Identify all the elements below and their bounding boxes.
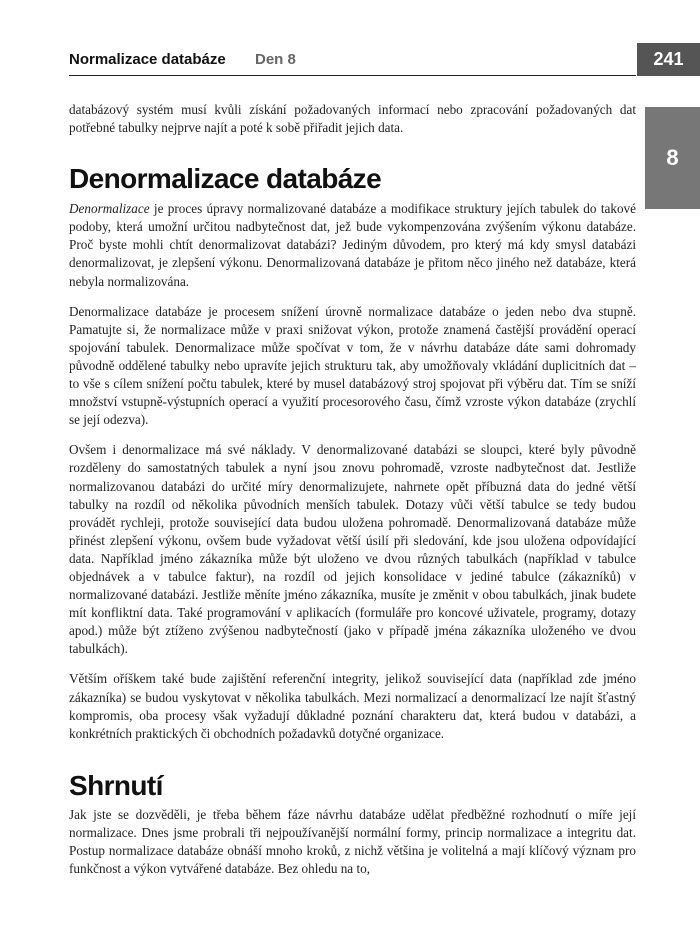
section-heading-denormalization: Denormalizace databáze — [69, 163, 382, 195]
denormalization-term: Denormalizace — [69, 201, 150, 217]
denormalization-paragraph-2: Denormalizace databáze je procesem snížení úrovně normalizace databáze o jeden nebo dva stupně. Pamatujte si, že normalizace může v praxi snižovat výkon, protože znamená častější provádění operací spojování tabulek. Denormalizace může spočívat v tom, že v návrhu databáze dáte sami dohromady původně oddělené tabulky nebo upravíte jejich strukturu tak, aby umožňovaly vkládání duplicitních dat – to vše s cílem snížení počtu tabulek, které by musel databázový stroj spojovat při výběru dat. Tím se sníží množství vstupně-výstupních operací a využití procesorového času, čímž vzroste výkon databáze (zrychlí se její odezva). — [69, 303, 636, 428]
running-header — [69, 47, 636, 76]
page-body — [69, 101, 636, 890]
denormalization-paragraph-3: Ovšem i denormalizace má své náklady. V denormalizované databázi se sloupci, které byly původně rozděleny do samostatných tabulek a nyní jsou znovu pohromadě, vzroste nadbytečnost dat. Jestliže normalizovanou databázi do určité míry denormalizujete, nahrnete opět příbuzná data do jedné větší tabulky na rozdíl od několika původních menších tabulek. Dotazy vůči větší tabulce se tedy budou provádět rychleji, protože související data budou uložena pohromadě. Denormalizovaná databáze může přinést zlepšení výkonu, ovšem bude vyžadovat větší úsilí při sledování, kde jsou uložena odpovídající data. Například jméno zákazníka může být uloženo ve dvou různých tabulkách (například v tabulce objednávek a v tabulce faktur), na rozdíl od jejich konsolidace v jediné tabulce (zákazníků) v normalizované databázi. Jestliže měníte jméno zákazníka, musíte je změnit v obou tabulkách, jinak budete mít konfliktní data. Také programování v aplikacích (formuláře pro koncové uživatele, programy, dotazy apod.) může být ztíženo zvýšenou nadbytečností (jako v případě jména zákazníka uloženého ve dvou tabulkách). — [69, 442, 636, 657]
summary-paragraph-1: Jak jste se dozvěděli, je třeba během fáze návrhu databáze udělat předběžné rozhodnutí o míře její normalizace. Dnes jsme probrali tři nejpoužívanější normální formy, princip normalizace a integritu dat. Postup normalizace databáze obnáší mnoho kroků, z nichž většina je volitelná a mají klíčový význam pro funkčnost a výkon vytvářené databáze. Bez ohledu na to, — [69, 806, 636, 877]
section-heading-summary: Shrnutí — [69, 769, 163, 801]
intro-paragraph: databázový systém musí kvůli získání požadovaných informací nebo zpracování požadovaných dat potřebné tabulky nejprve najít a poté k sobě přiřadit jejich data. — [69, 102, 636, 136]
chapter-tab: 8 — [645, 107, 700, 209]
denormalization-paragraph-4: Větším oříškem také bude zajištění referenční integrity, jelikož související data (například zde jméno zákazníka) se budou vyskytovat v několika tabulkách. Mezi normalizací a denormalizací lze najít šťastný kompromis, oba procesy však vyžadují důkladné poznání charakteru dat, která budou v databázi, a konkrétních praktických či obchodních požadavků dotyčné organizace. — [69, 671, 636, 741]
denormalization-paragraph-1 — [69, 200, 636, 290]
denormalization-paragraph-1-text: je proces úpravy normalizované databáze a modifikace struktury jejích tabulek do takové podoby, která umožní určitou nadbytečnost dat, jež bude vykompenzována zvýšením výkonu databáze. Proč byste mohli chtít denormalizovat databázi? Jediným důvodem, pro který má kdy smysl databázi denormalizovat, je zlepšení výkonu. Denormalizovaná databáze je přitom něco jiného než databáze, která nebyla normalizována. — [69, 201, 636, 289]
running-header-day-label: Den 8 — [255, 51, 296, 68]
running-header-chapter-title: Normalizace databáze — [69, 51, 226, 68]
page-number: 241 — [637, 43, 700, 76]
